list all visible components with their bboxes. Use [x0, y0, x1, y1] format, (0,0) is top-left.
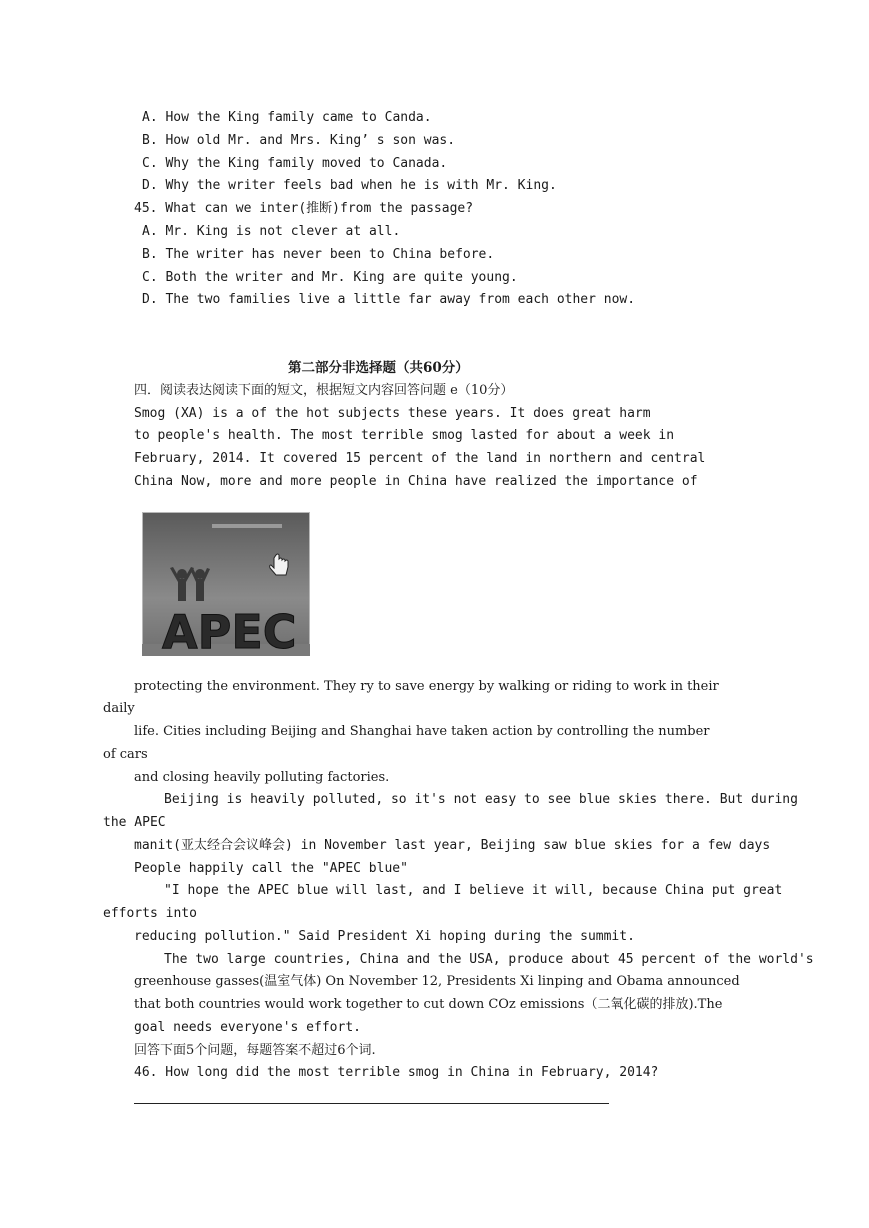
q44-option-a: A. How the King family came to Canda.: [142, 110, 432, 125]
passage-line: Smog (XA) is a of the hot subjects these years. It does great harm: [134, 406, 651, 421]
passage-line: February, 2014. It covered 15 percent of the land in northern and central: [134, 451, 706, 466]
passage-line: of cars: [103, 747, 148, 762]
q45-question: 45. What can we inter(推断)from the passage?: [134, 201, 474, 216]
passage-line: that both countries would work together to cut down COz emissions（二氧化碳的排放).The: [134, 997, 723, 1012]
q46-question: 46. How long did the most terrible smog in China in February, 2014?: [134, 1065, 659, 1080]
part2-heading: 第二部分非选择题（共60分）: [288, 360, 469, 376]
apec-photo: [142, 512, 310, 656]
passage-line: greenhouse gasses(温室气体) On November 12, Presidents Xi linping and Obama announced: [134, 974, 740, 989]
q45-option-a: A. Mr. King is not clever at all.: [142, 224, 401, 239]
q45-option-b: B. The writer has never been to China before.: [142, 247, 495, 262]
q44-option-b: B. How old Mr. and Mrs. King’ s son was.: [142, 133, 456, 148]
passage-line: manit(亚太经合会议峰会) in November last year, Beijing saw blue skies for a few days: [134, 838, 771, 853]
passage-line: People happily call the "APEC blue": [134, 861, 408, 876]
passage-line: to people's health. The most terrible smog lasted for about a week in: [134, 428, 675, 443]
passage-line: China Now, more and more people in China have realized the importance of: [134, 474, 698, 489]
q44-option-d: D. Why the writer feels bad when he is with Mr. King.: [142, 178, 557, 193]
passage-line: "I hope the APEC blue will last, and I believe it will, because China put great: [164, 883, 783, 898]
passage-line: life. Cities including Beijing and Shanghai have taken action by controlling the number: [134, 724, 710, 739]
q45-option-c: C. Both the writer and Mr. King are quite young.: [142, 270, 518, 285]
passage-line: the APEC: [103, 815, 166, 830]
q44-option-c: C. Why the King family moved to Canada.: [142, 156, 448, 171]
passage-line: efforts into: [103, 906, 197, 921]
q45-option-d: D. The two families live a little far away from each other now.: [142, 292, 636, 307]
apec-sign-text: APEC: [162, 605, 297, 656]
passage-line: protecting the environment. They ry to save energy by walking or riding to work in their: [134, 679, 719, 694]
q46-answer-line[interactable]: [134, 1103, 609, 1104]
passage-line: goal needs everyone's effort.: [134, 1020, 361, 1035]
answer-instruction: 回答下面5个问题，每题答案不超过6个词.: [134, 1043, 376, 1058]
section-title: 四．阅读表达阅读下面的短文，根据短文内容回答问题 e（10分）: [134, 383, 514, 398]
passage-line: reducing pollution." Said President Xi hoping during the summit.: [134, 929, 635, 944]
passage-line: daily: [103, 701, 135, 716]
passage-line: Beijing is heavily polluted, so it's not easy to see blue skies there. But during: [164, 792, 798, 807]
passage-line: The two large countries, China and the USA, produce about 45 percent of the world's: [164, 952, 814, 967]
passage-line: and closing heavily polluting factories.: [134, 770, 390, 785]
